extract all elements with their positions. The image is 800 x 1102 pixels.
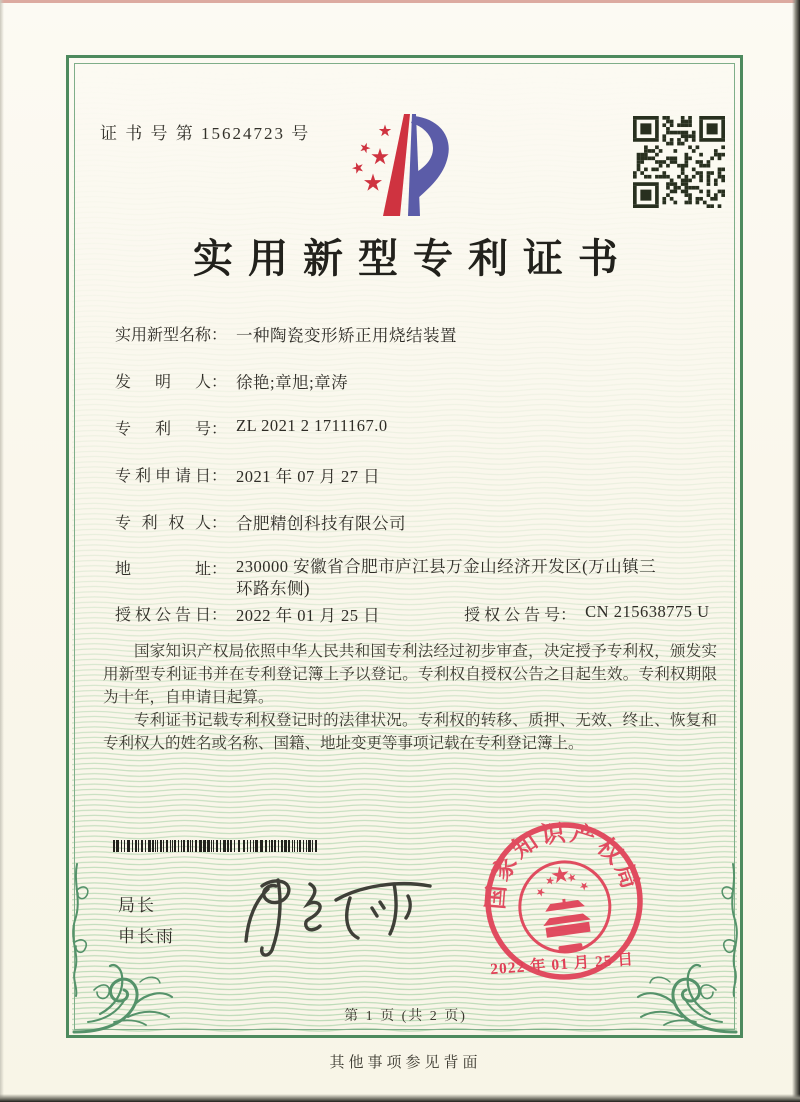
field-value: 230000 安徽省合肥市庐江县万金山经济开发区(万山镇三环路东侧): [236, 557, 657, 598]
legal-text: [103, 640, 717, 755]
field-label: 专利权人: [115, 515, 211, 532]
field-value: CN 215638775 U: [585, 602, 710, 621]
legal-paragraph-2: 专利证书记载专利权登记时的法律状况。专利权的转移、质押、无效、终止、恢复和专利权人的姓名或名称、国籍、地址变更等事项记载在专利登记簿上。: [103, 712, 717, 752]
scan-edge-bottom: [0, 1094, 800, 1102]
field-value: ZL 2021 2 1711167.0: [236, 416, 388, 435]
field-label: 实用新型名称: [115, 327, 212, 344]
field-colon: ：: [211, 561, 228, 578]
field-value: 徐艳;章旭;章涛: [236, 373, 349, 392]
field-label: 发明人: [115, 374, 211, 391]
page-number: 第 1 页 (共 2 页): [344, 1009, 467, 1024]
field-value: 合肥精创科技有限公司: [236, 514, 407, 533]
cnipa-logo-icon: [348, 110, 458, 222]
field-colon: ：: [211, 607, 228, 624]
field-colon: ：: [211, 374, 228, 391]
commissioner-title: 局长: [118, 896, 156, 915]
back-note: 其他事项参见背面: [329, 1055, 482, 1071]
seal-ring-text: 国家知识产权局: [483, 820, 644, 911]
field-label: 专利号: [115, 421, 211, 438]
field-row-filing-date: [115, 463, 380, 487]
qr-code-icon: [633, 116, 725, 208]
seal-date: 2022 年 01 月 25 日: [489, 951, 635, 979]
field-row-address: [115, 556, 660, 599]
scan-edge-left: [0, 0, 4, 1102]
field-row-name: [115, 322, 457, 346]
field-value: 2021 年 07 月 27 日: [236, 467, 381, 486]
field-row-grant: [115, 602, 710, 626]
field-value: 2022 年 01 月 25 日: [236, 606, 381, 625]
field-colon: ：: [211, 421, 228, 438]
field-colon: ：: [560, 607, 577, 624]
commissioner-name: 申长雨: [118, 927, 175, 946]
field-label: 专利申请日: [115, 468, 211, 485]
field-label: 地址: [115, 561, 211, 578]
field-label: 授权公告号: [464, 607, 561, 624]
field-row-inventors: [115, 369, 348, 393]
scan-edge-top: [0, 0, 800, 3]
field-row-patentee: [115, 510, 406, 534]
field-colon: ：: [211, 468, 228, 485]
field-colon: ：: [211, 327, 228, 344]
certificate-title: 实用新型专利证书: [193, 236, 633, 281]
barcode-icon: [113, 840, 321, 852]
svg-text:国家知识产权局: [478, 815, 645, 914]
legal-paragraph-1: 国家知识产权局依照中华人民共和国专利法经过初步审查，决定授予专利权，颁发实用新型专利证书并在专利登记簿上予以登记。专利权自授权公告之日起生效。专利权期限为十年，自申请日起算。: [103, 643, 717, 706]
certificate-number: 证 书 号 第 15624723 号: [100, 124, 311, 143]
scan-edge-right: [792, 0, 800, 1102]
signature: [230, 868, 450, 963]
field-row-patent-no: [115, 416, 388, 439]
field-colon: ：: [211, 515, 228, 532]
field-label: 授权公告日: [115, 607, 211, 624]
field-value: 一种陶瓷变形矫正用烧结装置: [236, 326, 458, 345]
